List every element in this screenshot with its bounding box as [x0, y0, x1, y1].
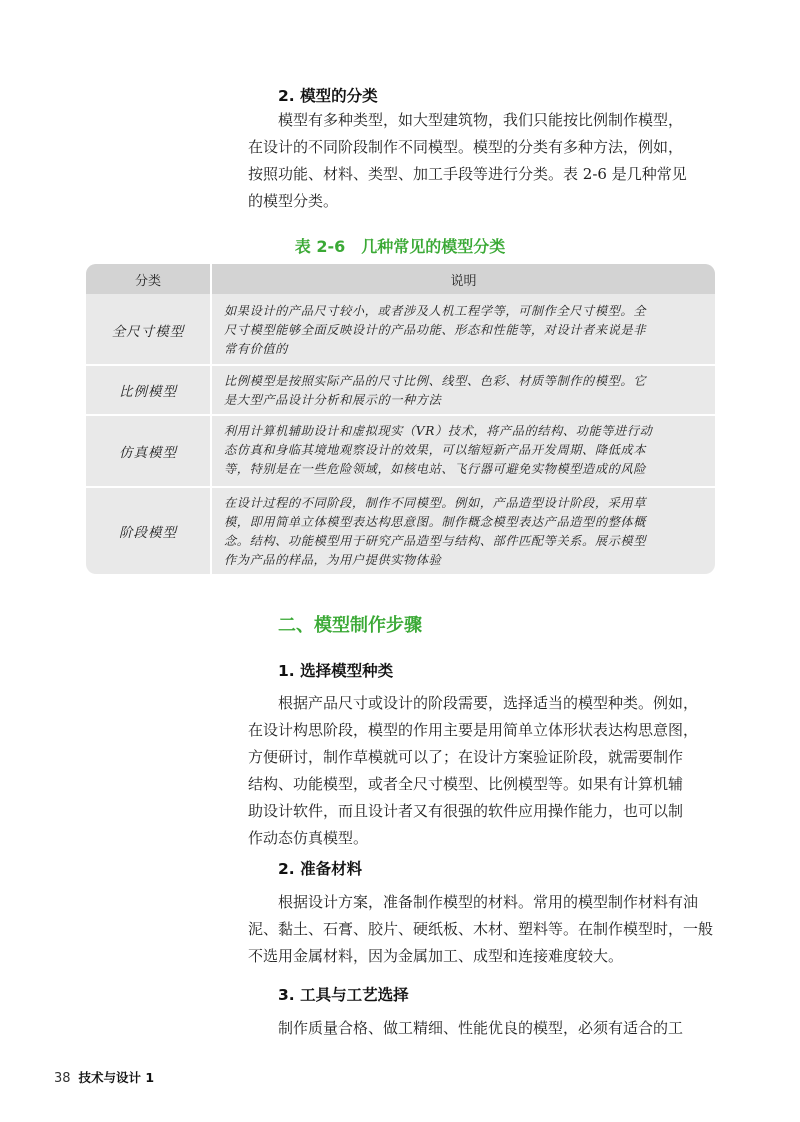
desc-line: 等，特别是在一些危险领域，如核电站、飞行器可避免实物模型造成的风险	[224, 462, 646, 476]
row-category: 仿真模型	[119, 445, 177, 461]
table-row	[86, 296, 715, 364]
paragraph-line: 方便研讨，制作草模就可以了；在设计方案验证阶段，就需要制作	[248, 748, 684, 766]
paragraph-step3	[248, 1015, 724, 1042]
row-category: 比例模型	[119, 384, 177, 400]
paragraph-line: 不选用金属材料，因为金属加工、成型和连接难度较大。	[248, 947, 624, 965]
paragraph-line: 模型有多种类型，如大型建筑物，我们只能按比例制作模型，	[278, 111, 684, 129]
paragraph-line: 按照功能、材料、类型、加工手段等进行分类。表 2-6 是几种常见	[248, 165, 687, 183]
table-row	[86, 416, 715, 486]
desc-line: 是大型产品设计分析和展示的一种方法	[224, 393, 442, 407]
heading-step2: 2. 准备材料	[278, 860, 363, 878]
heading-classification: 2. 模型的分类	[278, 87, 378, 105]
table-row	[86, 488, 715, 574]
paragraph-line: 泥、黏土、石膏、胶片、硬纸板、木材、塑料等。在制作模型时，一般	[248, 920, 714, 938]
row-description	[212, 488, 715, 574]
section-heading-steps: 二、模型制作步骤	[278, 615, 422, 636]
row-category: 全尺寸模型	[111, 324, 185, 340]
page-number: 38	[54, 1071, 71, 1086]
table-title: 表 2-6 几种常见的模型分类	[294, 237, 506, 256]
paragraph-line: 根据设计方案，准备制作模型的材料。常用的模型制作材料有油	[278, 893, 699, 911]
paragraph-line: 的模型分类。	[248, 192, 339, 210]
desc-line: 念。结构、功能模型用于研究产品造型与结构、部件匹配等关系。展示模型	[224, 534, 646, 548]
table-header-row	[86, 264, 715, 294]
paragraph-step2	[248, 889, 724, 970]
heading-step1: 1. 选择模型种类	[278, 662, 394, 680]
table-header-description: 说明	[450, 273, 477, 289]
paragraph-line: 制作质量合格、做工精细、性能优良的模型，必须有适合的工	[278, 1019, 684, 1037]
desc-line: 作为产品的样品，为用户提供实物体验	[224, 553, 442, 567]
desc-line: 在设计过程的不同阶段，制作不同模型。例如，产品造型设计阶段，采用草	[224, 496, 646, 510]
paragraph-step1	[248, 690, 724, 852]
paragraph-line: 作动态仿真模型。	[248, 829, 369, 847]
desc-line: 模，即用简单立体模型表达构思意图。制作概念模型表达产品造型的整体概	[224, 515, 646, 529]
paragraph-classification	[248, 107, 724, 215]
table-row	[86, 366, 715, 414]
desc-line: 如果设计的产品尺寸较小，或者涉及人机工程学等，可制作全尺寸模型。全	[224, 304, 646, 318]
page-footer	[54, 1067, 154, 1086]
column-divider	[210, 264, 212, 574]
desc-line: 态仿真和身临其境地观察设计的效果，可以缩短新产品开发周期、降低成本	[224, 443, 646, 457]
paragraph-line: 在设计构思阶段，模型的作用主要是用简单立体形状表达构思意图，	[248, 721, 699, 739]
paragraph-line: 根据产品尺寸或设计的阶段需要，选择适当的模型种类。例如，	[278, 694, 699, 712]
book-title: 技术与设计 1	[78, 1070, 155, 1085]
desc-line: 利用计算机辅助设计和虚拟现实（VR）技术，将产品的结构、功能等进行动	[224, 424, 653, 438]
row-category: 阶段模型	[119, 525, 177, 541]
paragraph-line: 助设计软件，而且设计者又有很强的软件应用操作能力，也可以制	[248, 802, 684, 820]
row-description	[212, 296, 715, 364]
desc-line: 比例模型是按照实际产品的尺寸比例、线型、色彩、材质等制作的模型。它	[224, 374, 646, 388]
row-description	[212, 416, 715, 486]
row-description	[212, 366, 715, 414]
classification-table	[86, 264, 715, 574]
heading-step3: 3. 工具与工艺选择	[278, 986, 409, 1004]
desc-line: 尺寸模型能够全面反映设计的产品功能、形态和性能等，对设计者来说是非	[224, 323, 646, 337]
paragraph-line: 在设计的不同阶段制作不同模型。模型的分类有多种方法，例如，	[248, 138, 684, 156]
desc-line: 常有价值的	[224, 342, 288, 356]
table-header-category: 分类	[134, 273, 161, 289]
paragraph-line: 结构、功能模型，或者全尺寸模型、比例模型等。如果有计算机辅	[248, 775, 684, 793]
